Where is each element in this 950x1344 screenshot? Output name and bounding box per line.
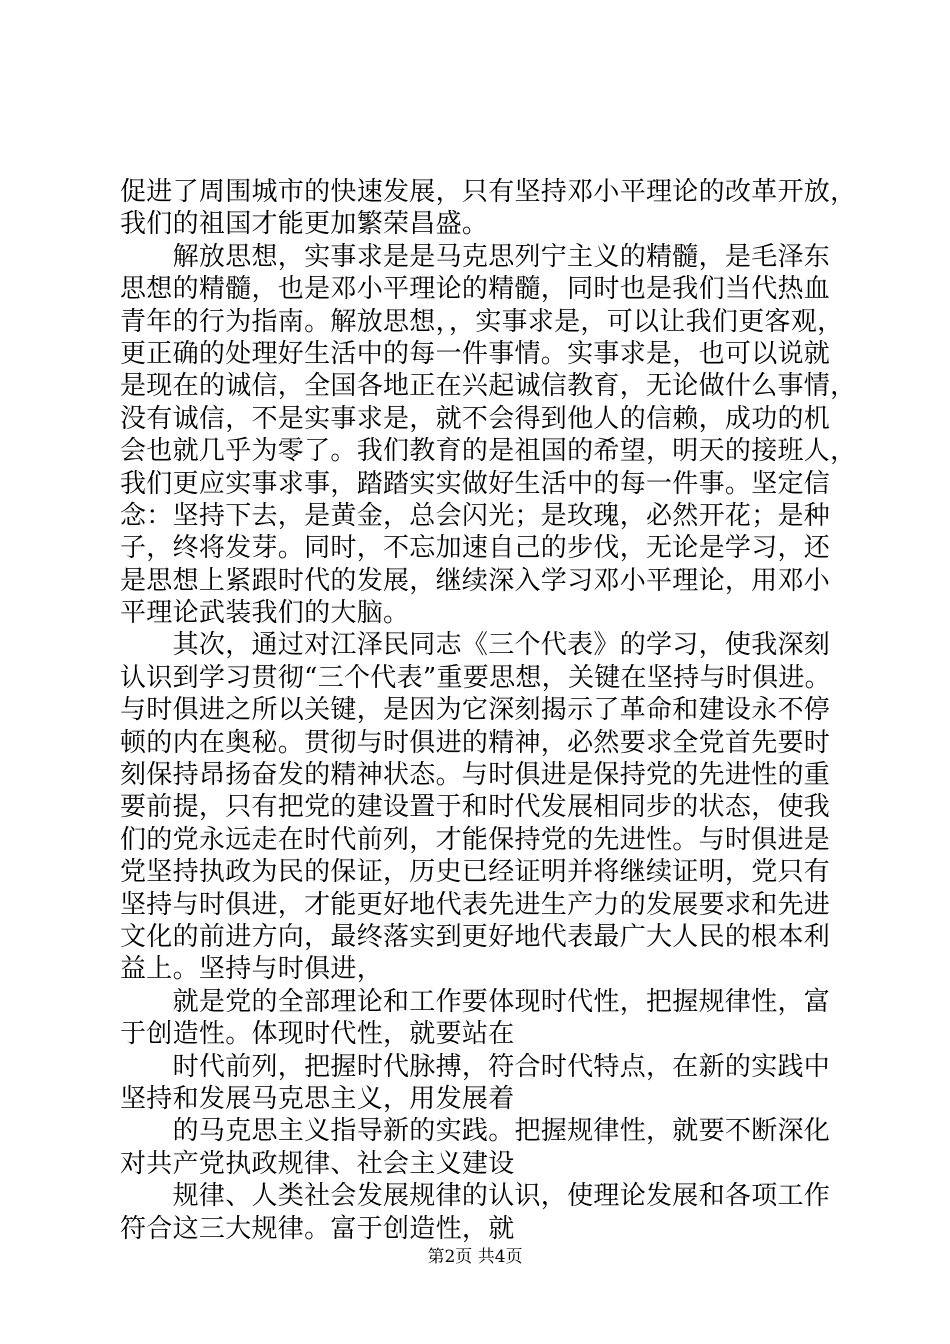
text-line: 就是党的全部理论和工作要体现时代性，把握规律性，富 (120, 986, 831, 1017)
text-line: 坚持和发展马克思主义，用发展着 (120, 1083, 515, 1114)
text-line: 党坚持执政为民的保证，历史已经证明并将继续证明，党只有 (120, 857, 831, 888)
text-line: 要前提，只有把党的建设置于和时代发展相同步的状态，使我 (120, 792, 831, 823)
text-line: 于创造性。体现时代性，就要站在 (120, 1019, 515, 1050)
text-line: 子，终将发芽。同时，不忘加速自己的步伐，无论是学习，还 (120, 533, 831, 564)
text-line: 文化的前进方向，最终落实到更好地代表最广大人民的根本利 (120, 921, 831, 952)
text-line: 坚持与时俱进，才能更好地代表先进生产力的发展要求和先进 (120, 889, 831, 920)
text-line: 符合这三大规律。富于创造性，就 (120, 1213, 515, 1244)
text-line: 念：坚持下去，是黄金，总会闪光；是玫瑰，必然开花；是种 (120, 500, 831, 531)
text-line: 我们更应实事求事，踏踏实实做好生活中的每一件事。坚定信 (120, 468, 831, 499)
text-line: 是现在的诚信，全国各地正在兴起诚信教育，无论做什么事情， (120, 371, 857, 402)
body-text (120, 176, 860, 1245)
text-line: 益上。坚持与时俱进， (120, 954, 384, 985)
text-line: 青年的行为指南。解放思想，，实事求是，可以让我们更客观， (120, 306, 844, 337)
text-line: 解放思想，实事求是是马克思列宁主义的精髓，是毛泽东 (120, 241, 831, 272)
page-footer: 第2页 共4页 (427, 1247, 523, 1267)
text-line: 的马克思主义指导新的实践。把握规律性，就要不断深化 (120, 1116, 831, 1147)
text-line: 对共产党执政规律、社会主义建设 (120, 1148, 515, 1179)
text-line: 顿的内在奥秘。贯彻与时俱进的精神，必然要求全党首先要时 (120, 727, 831, 758)
text-line: 是思想上紧跟时代的发展，继续深入学习邓小平理论，用邓小 (120, 565, 831, 596)
text-line: 们的党永远走在时代前列，才能保持党的先进性。与时俱进是 (120, 824, 831, 855)
text-line: 其次，通过对江泽民同志《三个代表》的学习，使我深刻 (120, 630, 831, 661)
text-line: 我们的祖国才能更加繁荣昌盛。 (120, 209, 489, 240)
text-line: 刻保持昂扬奋发的精神状态。与时俱进是保持党的先进性的重 (120, 760, 831, 791)
text-line: 更正确的处理好生活中的每一件事情。实事求是，也可以说就 (120, 338, 831, 369)
text-line: 规律、人类社会发展规律的认识，使理论发展和各项工作 (120, 1181, 831, 1212)
text-line: 与时俱进之所以关键，是因为它深刻揭示了革命和建设永不停 (120, 695, 831, 726)
text-line: 时代前列，把握时代脉搏，符合时代特点，在新的实践中 (120, 1051, 831, 1082)
text-line: 会也就几乎为零了。我们教育的是祖国的希望，明天的接班人， (120, 436, 857, 467)
text-line: 没有诚信，不是实事求是，就不会得到他人的信赖，成功的机 (120, 403, 831, 434)
text-line: 促进了周围城市的快速发展，只有坚持邓小平理论的改革开放， (120, 177, 857, 207)
text-line: 思想的精髓，也是邓小平理论的精髓，同时也是我们当代热血 (120, 274, 831, 305)
text-line: 认识到学习贯彻“三个代表”重要思想，关键在坚持与时俱进。 (120, 662, 831, 693)
text-line: 平理论武装我们的大脑。 (120, 598, 410, 629)
